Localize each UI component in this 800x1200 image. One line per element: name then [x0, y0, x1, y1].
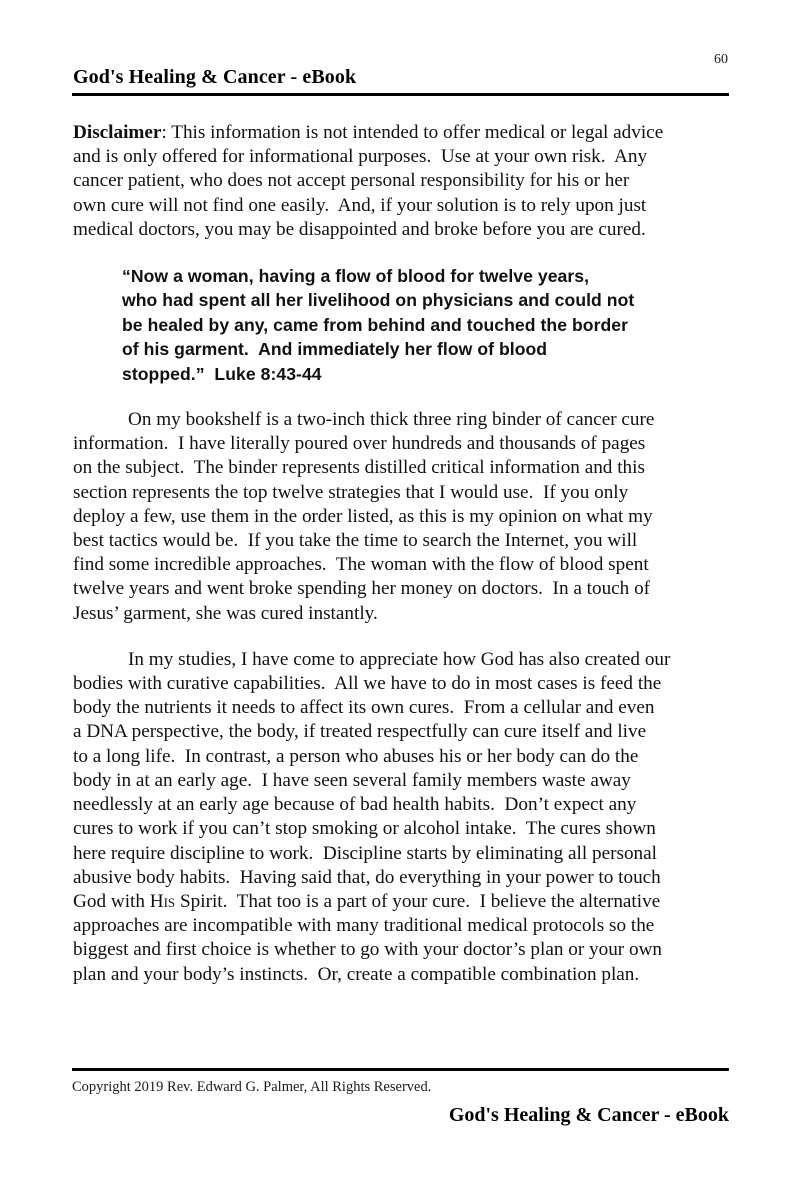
disclaimer-line — [73, 121, 733, 145]
paragraph-line: abusive body habits. Having said that, do everything in your power to touch — [73, 866, 661, 888]
body-paragraph-bookshelf — [73, 408, 733, 626]
header-title: God's Healing & Cancer - eBook — [73, 66, 357, 88]
quote-line: “Now a woman, having a flow of blood for twelve years, — [122, 266, 590, 287]
disclaimer-text: : This information is not intended to offer medical or legal advice — [161, 122, 664, 143]
body-paragraph-studies — [73, 648, 733, 987]
paragraph-line: In my studies, I have come to appreciate how God has also created our — [128, 648, 671, 670]
disclaimer-line: medical doctors, you may be disappointed and broke before you are cured. — [73, 218, 646, 240]
paragraph-line: Jesus’ garment, she was cured instantly. — [73, 602, 378, 624]
copyright-notice: Copyright 2019 Rev. Edward G. Palmer, All Rights Reserved. — [72, 1079, 432, 1095]
disclaimer-paragraph — [73, 121, 733, 242]
footer-divider — [72, 1068, 729, 1071]
page-number: 60 — [714, 52, 728, 67]
paragraph-line: approaches are incompatible with many traditional medical protocols so the — [73, 915, 655, 937]
quote-line: be healed by any, came from behind and touched the border — [122, 314, 628, 335]
paragraph-line: needlessly at an early age because of bad health habits. Don’t expect any — [73, 794, 637, 816]
paragraph-line: here require discipline to work. Discipline starts by eliminating all personal — [73, 842, 658, 864]
header-divider — [72, 93, 729, 96]
page-body — [73, 121, 733, 987]
paragraph-line: to a long life. In contrast, a person who abuses his or her body can do the — [73, 745, 639, 767]
paragraph-line: find some incredible approaches. The woman with the flow of blood spent — [73, 554, 649, 576]
paragraph-line: best tactics would be. If you take the time to search the Internet, you will — [73, 530, 638, 552]
paragraph-line: deploy a few, use them in the order listed, as this is my opinion on what my — [73, 505, 653, 527]
footer-title: God's Healing & Cancer - eBook — [448, 1104, 729, 1126]
paragraph-line: body in at an early age. I have seen several family members waste away — [73, 769, 631, 791]
small-caps-his: His — [149, 890, 176, 912]
line-text: God with — [73, 890, 150, 912]
paragraph-line: On my bookshelf is a two-inch thick three ring binder of cancer cure — [128, 409, 655, 431]
paragraph-line: cures to work if you can’t stop smoking or alcohol intake. The cures shown — [73, 818, 656, 840]
paragraph-line: information. I have literally poured over hundreds and thousands of pages — [73, 433, 646, 455]
paragraph-line: body the nutrients it needs to affect its own cures. From a cellular and even — [73, 697, 655, 719]
paragraph-line: twelve years and went broke spending her money on doctors. In a touch of — [73, 578, 651, 600]
paragraph-line: biggest and first choice is whether to go with your doctor’s plan or your own — [73, 939, 663, 961]
paragraph-line: on the subject. The binder represents distilled critical information and this — [73, 457, 645, 479]
disclaimer-line: and is only offered for informational purposes. Use at your own risk. Any — [73, 146, 648, 168]
paragraph-line: section represents the top twelve strategies that I would use. If you only — [73, 481, 629, 503]
scripture-quote — [122, 264, 682, 386]
quote-line: of his garment. And immediately her flow of blood — [122, 339, 548, 360]
paragraph-line: bodies with curative capabilities. All we have to do in most cases is feed the — [73, 673, 662, 695]
disclaimer-label: Disclaimer — [73, 122, 162, 143]
quote-line: stopped.” Luke 8:43-44 — [122, 363, 322, 384]
quote-line: who had spent all her livelihood on physicians and could not — [122, 290, 635, 311]
disclaimer-line: cancer patient, who does not accept personal responsibility for his or her — [73, 170, 630, 192]
disclaimer-line: own cure will not find one easily. And, if your solution is to rely upon just — [73, 194, 647, 216]
line-text: Spirit. That too is a part of your cure. I believe the alternative — [175, 890, 661, 912]
paragraph-line — [73, 890, 733, 914]
paragraph-line: plan and your body’s instincts. Or, create a compatible combination plan. — [73, 963, 640, 985]
paragraph-line: a DNA perspective, the body, if treated respectfully can cure itself and live — [73, 721, 647, 743]
